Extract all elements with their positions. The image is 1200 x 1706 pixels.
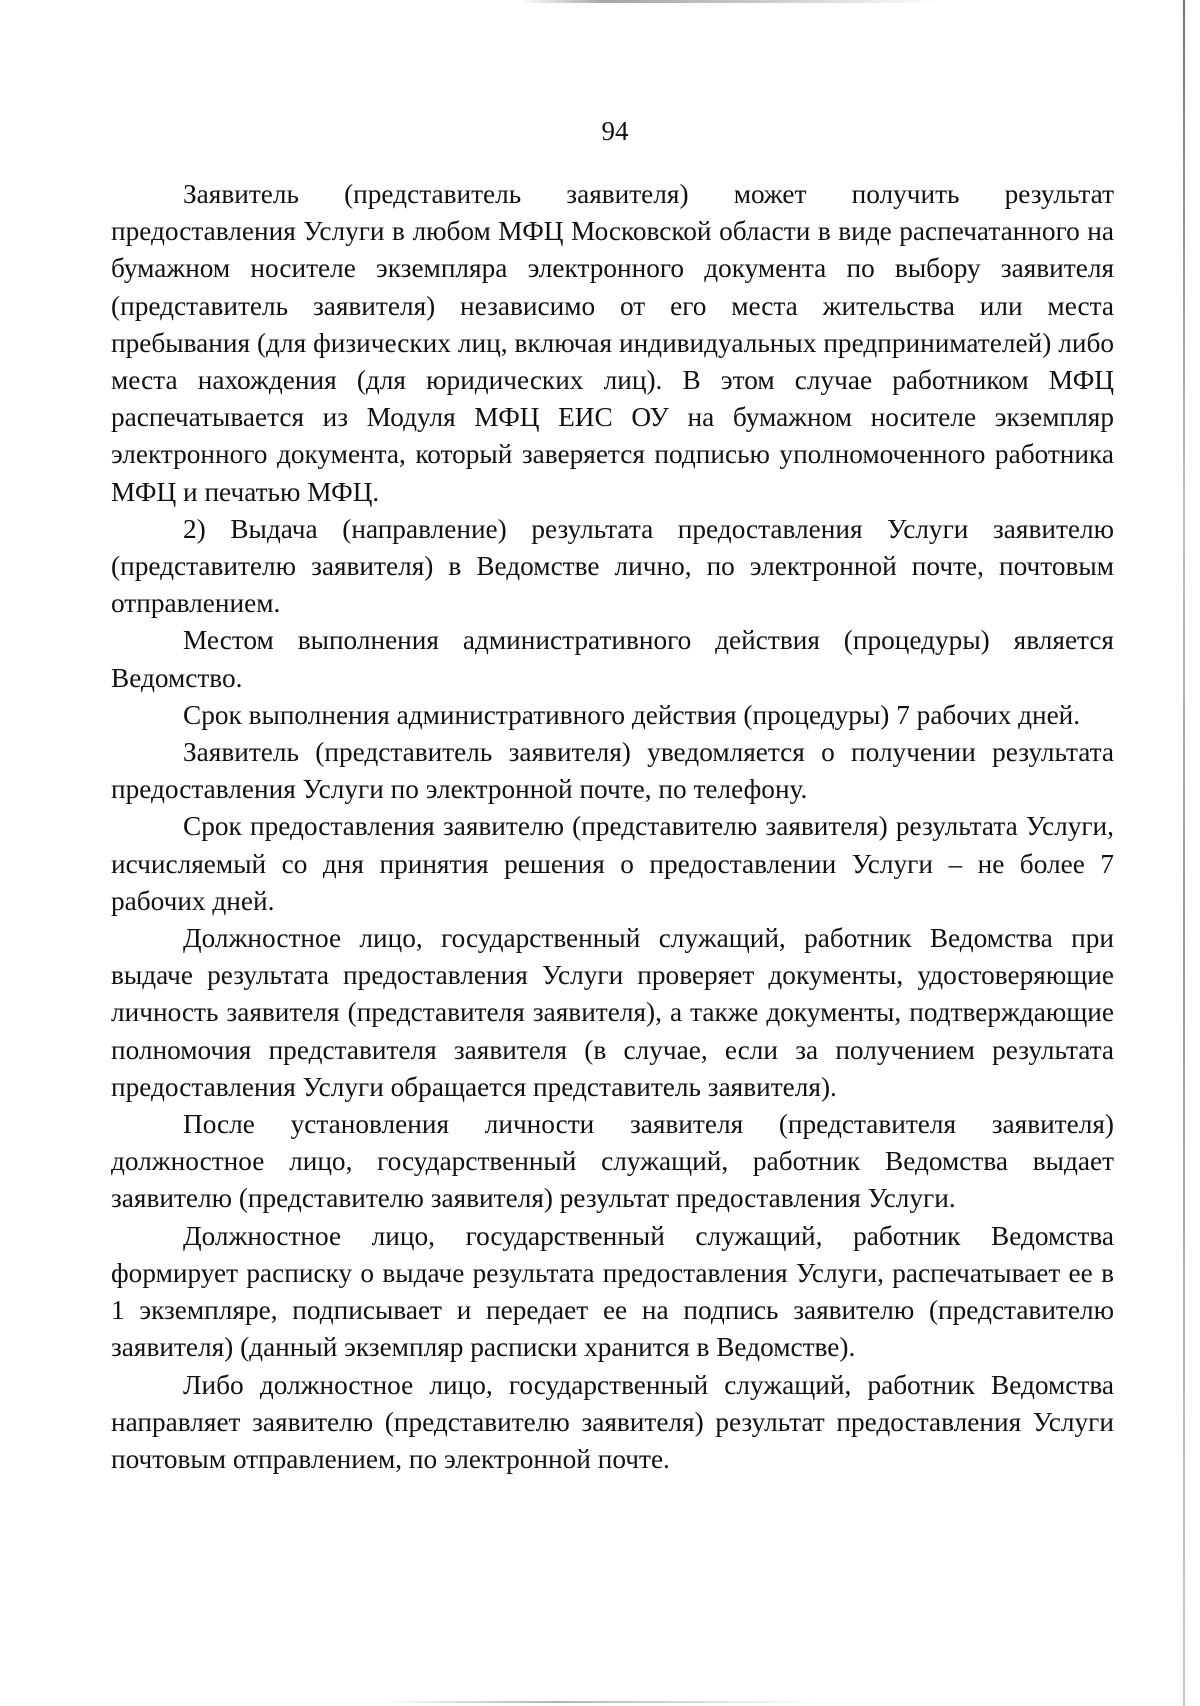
paragraph-mfc-result: Заявитель (представитель заявителя) может получить результат предоставления Услуги в любом МФЦ Московской области в виде распечатанного на бумажном носителе экземпляра электронного документа по выбору заявителя (представитель заявителя) независимо от его места жительства или места пребывания (для физических лиц, включая индивидуальных предпринимателей) либо места нахождения (для юридических лиц). В этом случае работником МФЦ распечатывается из Модуля МФЦ ЕИС ОУ на бумажном носителе экземпляр электронного документа, который заверяется подписью уполномоченного работника МФЦ и печатью МФЦ.	[111, 179, 1114, 507]
paragraph-action-term: Срок выполнения административного действия (процедуры) 7 рабочих дней.	[183, 699, 1081, 730]
document-body	[111, 176, 1114, 1478]
paragraph-notification: Заявитель (представитель заявителя) уведомляется о получении результата предоставления Услуги по электронной почте, по телефону.	[111, 737, 1114, 805]
paragraph-issue-result: 2) Выдача (направление) результата предоставления Услуги заявителю (представителю заявителя) в Ведомстве лично, по электронной почте, почтовым отправлением.	[111, 513, 1114, 619]
paragraph-identity-check: Должностное лицо, государственный служащий, работник Ведомства при выдаче результата предоставления Услуги проверяет документы, удостоверяющие личность заявителя (представителя заявителя), а также документы, подтверждающие полномочия представителя заявителя (в случае, если за получением результата предоставления Услуги обращается представитель заявителя).	[111, 923, 1114, 1102]
scan-edge-bottom	[380, 1701, 820, 1703]
scan-edge-top	[520, 0, 940, 3]
paragraph-postal-delivery: Либо должностное лицо, государственный служащий, работник Ведомства направляет заявителю (представителю заявителя) результат предоставления Услуги почтовым отправлением, по электронной почте.	[111, 1369, 1114, 1474]
paragraph-receipt: Должностное лицо, государственный служащий, работник Ведомства формирует расписку о выдаче результата предоставления Услуги, распечатывает ее в 1 экземпляре, подписывает и передает ее на подпись заявителю (представителю заявителя) (данный экземпляр расписки хранится в Ведомстве).	[111, 1220, 1114, 1363]
paragraph-place-of-action: Местом выполнения административного действия (процедуры) является Ведомство.	[111, 625, 1114, 693]
page-number: 94	[601, 116, 629, 146]
paragraph-provision-term: Срок предоставления заявителю (представителю заявителя) результата Услуги, исчисляемый со дня принятия решения о предоставлении Услуги – не более 7 рабочих дней.	[111, 811, 1114, 916]
paragraph-issue-after-identification: После установления личности заявителя (представителя заявителя) должностное лицо, государственный служащий, работник Ведомства выдает заявителю (представителю заявителя) результат предоставления Услуги.	[111, 1109, 1114, 1214]
scan-edge-right	[1183, 0, 1185, 1706]
